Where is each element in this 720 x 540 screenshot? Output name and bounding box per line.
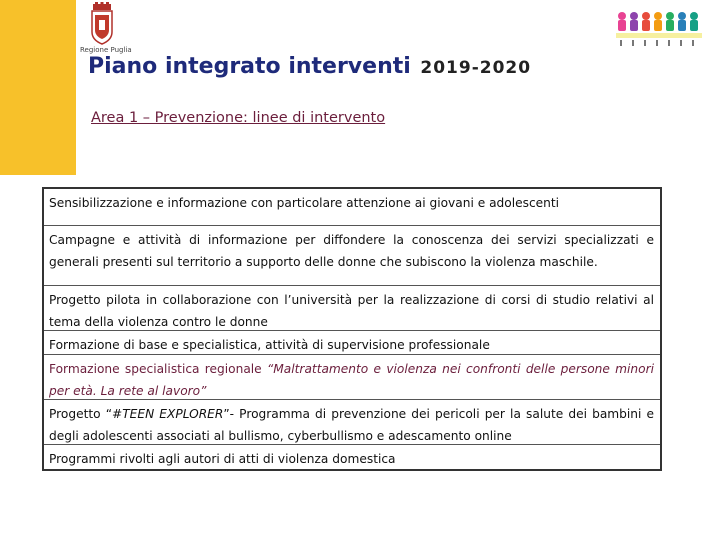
table-row xyxy=(44,189,660,226)
table-row xyxy=(44,445,660,469)
row-text-quote: “Maltrattamento e violenza nei confronti delle persone minori per età. La rete al lavoro” xyxy=(49,362,654,398)
row-text: Sensibilizzazione e informazione con particolare attenzione ai giovani e adolescenti xyxy=(49,196,560,210)
row-text-quote: #TEEN EXPLORER xyxy=(112,407,224,421)
row-text-prefix: Formazione specialistica regionale xyxy=(49,362,267,376)
row-text: Formazione di base e specialistica, attività di supervisione professionale xyxy=(49,338,490,352)
pari-opportunita-people-icon xyxy=(612,10,708,50)
row-text-prefix: Progetto “ xyxy=(49,407,113,421)
row-text: Programmi rivolti agli autori di atti di violenza domestica xyxy=(49,452,396,466)
table-row xyxy=(44,355,660,400)
interventions-table xyxy=(42,187,662,471)
row-text: Campagne e attività di informazione per diffondere la conoscenza dei servizi specializzati e generali presenti sul territorio a supporto delle donne che subiscono la violenza maschile. xyxy=(49,233,654,269)
row-text: Progetto pilota in collaborazione con l’università per la realizzazione di corsi di studio relativi al tema della violenza contro le donne xyxy=(49,293,654,329)
table-row xyxy=(44,286,660,331)
page-title-year: 2019-2020 xyxy=(420,58,532,78)
yellow-accent-bar xyxy=(0,0,76,175)
table-row xyxy=(44,331,660,355)
regione-puglia-caption: Regione Puglia xyxy=(80,46,132,54)
table-row xyxy=(44,226,660,286)
page-subtitle: Area 1 – Prevenzione: linee di intervento xyxy=(91,110,386,126)
table-row xyxy=(44,400,660,445)
row-text-suffix: ”- Programma di prevenzione dei pericoli per la salute dei bambini e degli adolescenti associati al bullismo, cyberbullismo e adescamento online xyxy=(49,407,655,443)
page-title xyxy=(88,54,531,79)
page-title-main: Piano integrato interventi xyxy=(88,54,411,79)
